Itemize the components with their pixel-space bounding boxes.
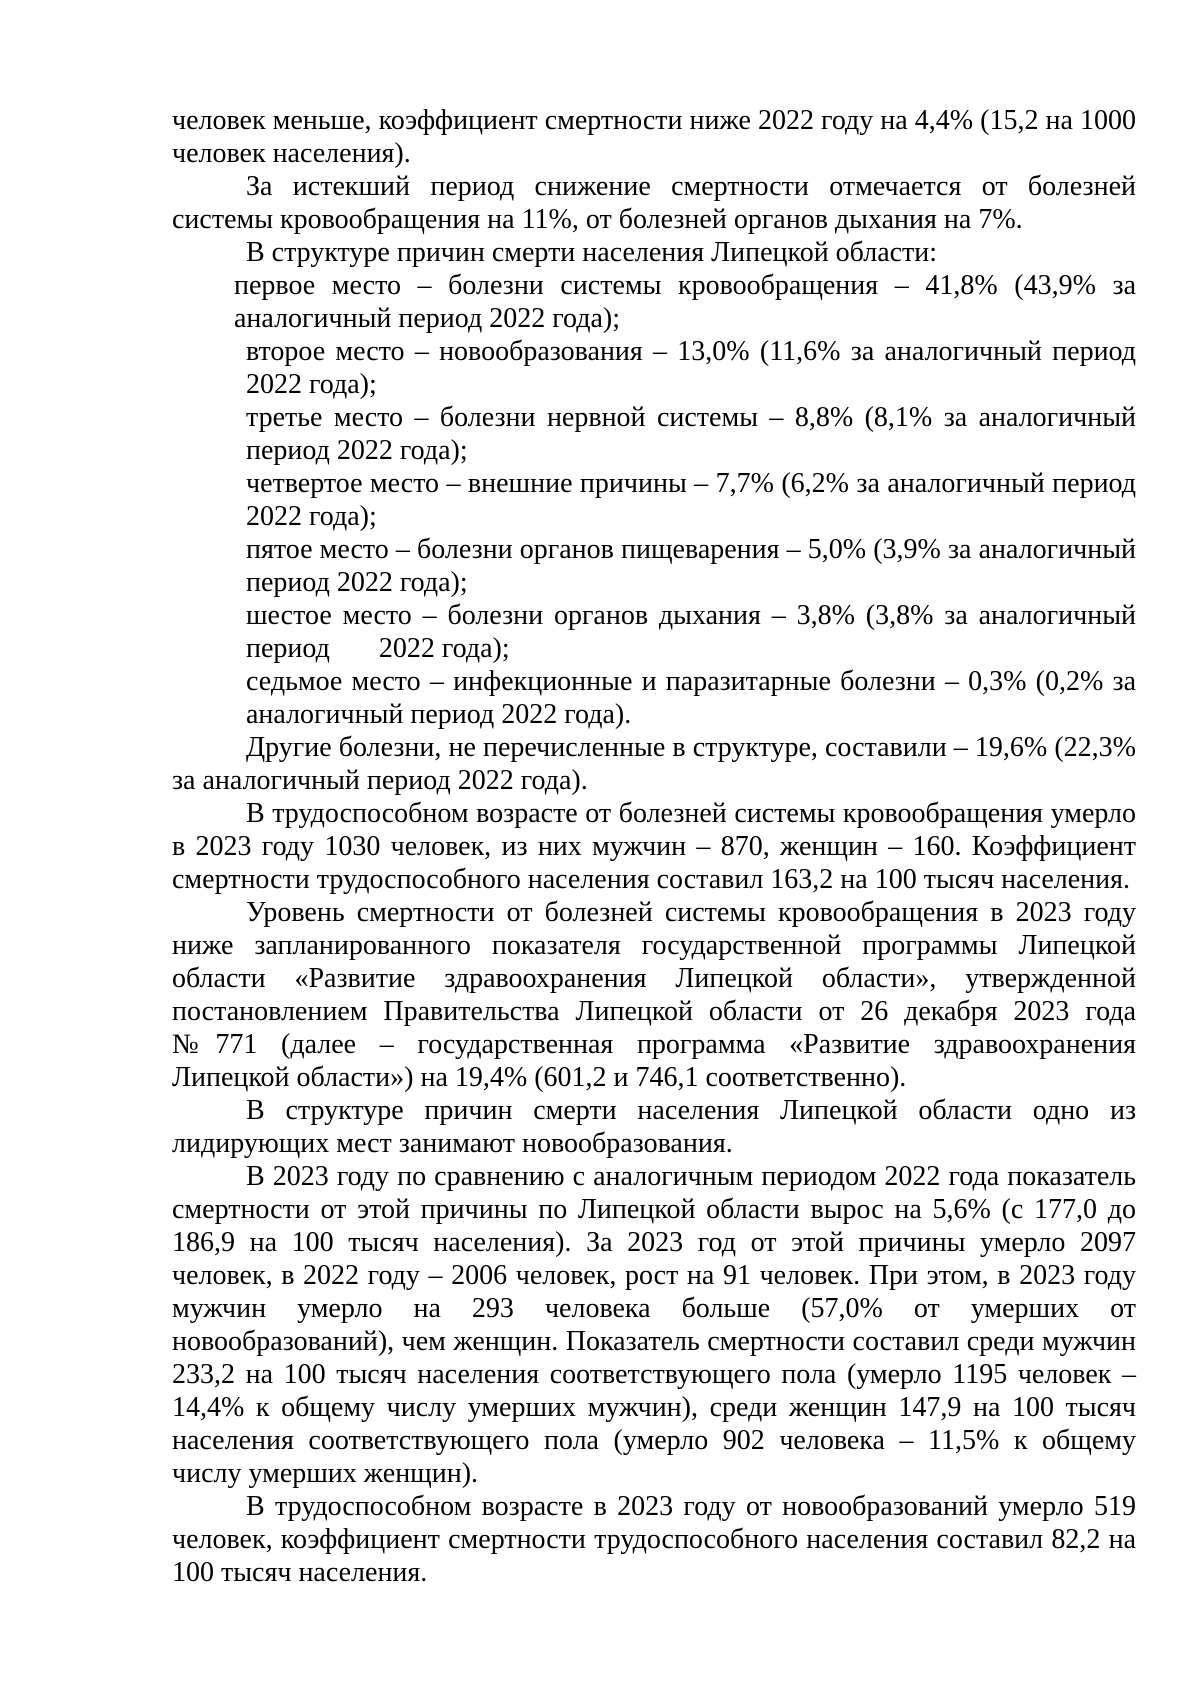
- paragraph-other-diseases: Другие болезни, не перечисленные в структуре, составили – 19,6% (22,3% за аналогичный период 2022 года).: [172, 732, 1136, 796]
- paragraph-neoplasms-leading: В структуре причин смерти населения Липецкой области одно из лидирующих мест занимают новообразования.: [172, 1095, 1136, 1159]
- list-item: третье место – болезни нервной системы – 8,8% (8,1% за аналогичный период 2022 года);: [246, 402, 1136, 466]
- document-page: [172, 104, 1143, 1589]
- paragraph-working-age-circulatory: В трудоспособном возрасте от болезней системы кровообращения умерло в 2023 году 1030 человек, из них мужчин – 870, женщин – 160. Коэффициент смертности трудоспособного населения составил 163,2 на 100 тысяч населения.: [172, 798, 1136, 895]
- list-item: седьмое место – инфекционные и паразитарные болезни – 0,3% (0,2% за аналогичный период 2022 года).: [246, 666, 1136, 730]
- paragraph-neoplasms-2023: В 2023 году по сравнению с аналогичным периодом 2022 года показатель смертности от этой причины по Липецкой области вырос на 5,6% (с 177,0 до 186,9 на 100 тысяч населения). За 2023 год от этой причины умерло 2097 человек, в 2022 году – 2006 человек, рост на 91 человек. При этом, в 2023 году мужчин умерло на 293 человека больше (57,0% от умерших от новообразований), чем женщин. Показатель смертности составил среди мужчин 233,2 на 100 тысяч населения соответствующего пола (умерло 1195 человек – 14,4% к общему числу умерших мужчин), среди женщин 147,9 на 100 тысяч населения соответствующего пола (умерло 902 человека – 11,5% к общему числу умерших женщин).: [172, 1161, 1136, 1489]
- list-item: первое место – болезни системы кровообращения – 41,8% (43,9% за аналогичный период 2022 года);: [234, 270, 1136, 334]
- paragraph-structure-intro: В структуре причин смерти населения Липецкой области:: [246, 237, 938, 268]
- paragraph-continuation: человек меньше, коэффициент смертности ниже 2022 году на 4,4% (15,2 на 1000 человек населения).: [172, 105, 1136, 169]
- list-item: второе место – новообразования – 13,0% (11,6% за аналогичный период 2022 года);: [246, 336, 1136, 400]
- list-item: шестое место – болезни органов дыхания – 3,8% (3,8% за аналогичный период 2022 года);: [246, 600, 1143, 664]
- list-item: четвертое место – внешние причины – 7,7% (6,2% за аналогичный период 2022 года);: [246, 468, 1136, 532]
- paragraph-program-level: Уровень смертности от болезней системы кровообращения в 2023 году ниже запланированного показателя государственной программы Липецкой области «Развитие здравоохранения Липецкой области», утвержденной постановлением Правительства Липецкой области от 26 декабря 2023 года №771 (далее – государственная программа «Развитие здравоохранения Липецкой области») на 19,4% (601,2 и 746,1 соответственно).: [172, 897, 1136, 1093]
- paragraph-working-age-neoplasms: В трудоспособном возрасте в 2023 году от новообразований умерло 519 человек, коэффициент смертности трудоспособного населения составил 82,2 на 100 тысяч населения.: [172, 1491, 1136, 1588]
- paragraph-mortality-decrease: За истекший период снижение смертности отмечается от болезней системы кровообращения на 11%, от болезней органов дыхания на 7%.: [172, 171, 1136, 235]
- list-item: пятое место – болезни органов пищеварения – 5,0% (3,9% за аналогичный период 2022 года);: [246, 534, 1136, 598]
- causes-list: [172, 269, 1143, 731]
